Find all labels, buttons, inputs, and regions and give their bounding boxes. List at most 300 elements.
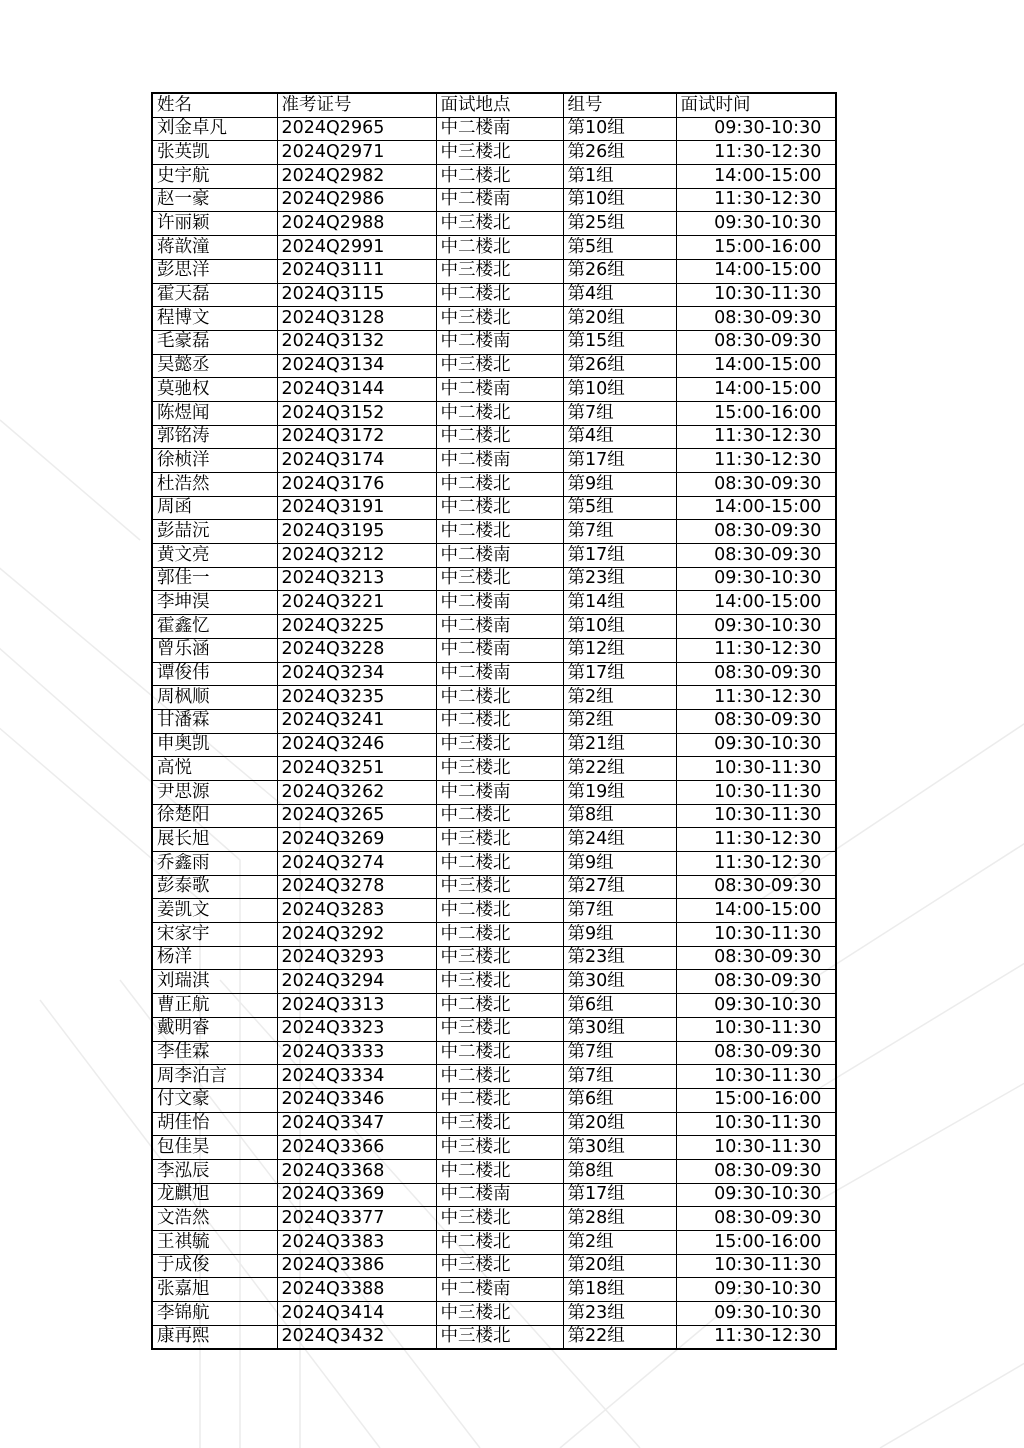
- location-cell: 中三楼北: [436, 259, 563, 283]
- group-cell: 第1组: [563, 165, 676, 189]
- interview-schedule-table: [151, 92, 837, 1350]
- exam-id-cell: 2024Q3334: [277, 1065, 436, 1089]
- table-row: [152, 283, 836, 307]
- location-cell: 中三楼北: [436, 946, 563, 970]
- column-header: 姓名: [152, 93, 277, 117]
- time-cell: 11:30-12:30: [676, 828, 836, 852]
- location-cell: 中三楼北: [436, 141, 563, 165]
- name-cell: 李坤淏: [152, 591, 277, 615]
- time-cell: 08:30-09:30: [676, 520, 836, 544]
- exam-id-cell: 2024Q3144: [277, 378, 436, 402]
- table-row: [152, 804, 836, 828]
- location-cell: 中二楼南: [436, 544, 563, 568]
- exam-id-cell: 2024Q3278: [277, 875, 436, 899]
- name-cell: 彭喆沅: [152, 520, 277, 544]
- table-row: [152, 828, 836, 852]
- name-cell: 姜凯文: [152, 899, 277, 923]
- location-cell: 中二楼北: [436, 1088, 563, 1112]
- location-cell: 中二楼南: [436, 615, 563, 639]
- exam-id-cell: 2024Q2988: [277, 212, 436, 236]
- table-row: [152, 638, 836, 662]
- name-cell: 甘潘霖: [152, 709, 277, 733]
- table-row: [152, 757, 836, 781]
- exam-id-cell: 2024Q3323: [277, 1017, 436, 1041]
- time-cell: 11:30-12:30: [676, 449, 836, 473]
- group-cell: 第5组: [563, 496, 676, 520]
- group-cell: 第17组: [563, 1183, 676, 1207]
- time-cell: 10:30-11:30: [676, 1136, 836, 1160]
- exam-id-cell: 2024Q3333: [277, 1041, 436, 1065]
- time-cell: 15:00-16:00: [676, 1231, 836, 1255]
- name-cell: 展长旭: [152, 828, 277, 852]
- time-cell: 14:00-15:00: [676, 165, 836, 189]
- table-row: [152, 1065, 836, 1089]
- location-cell: 中二楼北: [436, 401, 563, 425]
- group-cell: 第18组: [563, 1278, 676, 1302]
- name-cell: 康再熙: [152, 1325, 277, 1349]
- time-cell: 08:30-09:30: [676, 544, 836, 568]
- table-row: [152, 449, 836, 473]
- location-cell: 中二楼北: [436, 852, 563, 876]
- group-cell: 第20组: [563, 1254, 676, 1278]
- time-cell: 10:30-11:30: [676, 757, 836, 781]
- group-cell: 第10组: [563, 117, 676, 141]
- exam-id-cell: 2024Q3241: [277, 709, 436, 733]
- table-row: [152, 425, 836, 449]
- location-cell: 中三楼北: [436, 354, 563, 378]
- location-cell: 中二楼北: [436, 1159, 563, 1183]
- name-cell: 李佳霖: [152, 1041, 277, 1065]
- name-cell: 尹思源: [152, 780, 277, 804]
- time-cell: 14:00-15:00: [676, 899, 836, 923]
- name-cell: 郭铭涛: [152, 425, 277, 449]
- table-row: [152, 615, 836, 639]
- location-cell: 中二楼北: [436, 899, 563, 923]
- name-cell: 黄文亮: [152, 544, 277, 568]
- time-cell: 09:30-10:30: [676, 212, 836, 236]
- table-row: [152, 733, 836, 757]
- table-row: [152, 378, 836, 402]
- table-row: [152, 1254, 836, 1278]
- location-cell: 中二楼北: [436, 473, 563, 497]
- group-cell: 第9组: [563, 473, 676, 497]
- name-cell: 刘瑞淇: [152, 970, 277, 994]
- name-cell: 霍鑫忆: [152, 615, 277, 639]
- location-cell: 中二楼北: [436, 425, 563, 449]
- location-cell: 中三楼北: [436, 212, 563, 236]
- location-cell: 中二楼北: [436, 686, 563, 710]
- location-cell: 中二楼北: [436, 1065, 563, 1089]
- time-cell: 08:30-09:30: [676, 709, 836, 733]
- group-cell: 第7组: [563, 1065, 676, 1089]
- time-cell: 08:30-09:30: [676, 946, 836, 970]
- group-cell: 第17组: [563, 662, 676, 686]
- group-cell: 第7组: [563, 520, 676, 544]
- name-cell: 胡佳怡: [152, 1112, 277, 1136]
- location-cell: 中二楼北: [436, 165, 563, 189]
- time-cell: 09:30-10:30: [676, 733, 836, 757]
- time-cell: 08:30-09:30: [676, 662, 836, 686]
- exam-id-cell: 2024Q3366: [277, 1136, 436, 1160]
- time-cell: 08:30-09:30: [676, 1207, 836, 1231]
- time-cell: 15:00-16:00: [676, 401, 836, 425]
- table-row: [152, 1302, 836, 1326]
- table-row: [152, 780, 836, 804]
- table-row: [152, 1278, 836, 1302]
- exam-id-cell: 2024Q3346: [277, 1088, 436, 1112]
- group-cell: 第20组: [563, 307, 676, 331]
- location-cell: 中三楼北: [436, 828, 563, 852]
- location-cell: 中二楼北: [436, 709, 563, 733]
- group-cell: 第20组: [563, 1112, 676, 1136]
- exam-id-cell: 2024Q2982: [277, 165, 436, 189]
- location-cell: 中二楼南: [436, 591, 563, 615]
- location-cell: 中三楼北: [436, 1136, 563, 1160]
- table-row: [152, 1183, 836, 1207]
- location-cell: 中二楼南: [436, 662, 563, 686]
- group-cell: 第10组: [563, 615, 676, 639]
- group-cell: 第28组: [563, 1207, 676, 1231]
- column-header: 组号: [563, 93, 676, 117]
- name-cell: 李锦航: [152, 1302, 277, 1326]
- table-row: [152, 236, 836, 260]
- group-cell: 第23组: [563, 1302, 676, 1326]
- name-cell: 程博文: [152, 307, 277, 331]
- name-cell: 毛豪磊: [152, 330, 277, 354]
- exam-id-cell: 2024Q3377: [277, 1207, 436, 1231]
- group-cell: 第15组: [563, 330, 676, 354]
- exam-id-cell: 2024Q3172: [277, 425, 436, 449]
- table-row: [152, 1325, 836, 1349]
- name-cell: 史宇航: [152, 165, 277, 189]
- name-cell: 曾乐涵: [152, 638, 277, 662]
- table-row: [152, 1041, 836, 1065]
- time-cell: 10:30-11:30: [676, 283, 836, 307]
- time-cell: 10:30-11:30: [676, 1017, 836, 1041]
- time-cell: 09:30-10:30: [676, 1278, 836, 1302]
- name-cell: 戴明睿: [152, 1017, 277, 1041]
- time-cell: 14:00-15:00: [676, 496, 836, 520]
- location-cell: 中二楼南: [436, 449, 563, 473]
- location-cell: 中二楼南: [436, 330, 563, 354]
- column-header: 面试地点: [436, 93, 563, 117]
- table-row: [152, 567, 836, 591]
- time-cell: 11:30-12:30: [676, 852, 836, 876]
- time-cell: 08:30-09:30: [676, 970, 836, 994]
- time-cell: 10:30-11:30: [676, 1112, 836, 1136]
- group-cell: 第8组: [563, 804, 676, 828]
- time-cell: 08:30-09:30: [676, 330, 836, 354]
- table-row: [152, 354, 836, 378]
- location-cell: 中二楼南: [436, 1183, 563, 1207]
- group-cell: 第10组: [563, 378, 676, 402]
- group-cell: 第7组: [563, 899, 676, 923]
- name-cell: 彭泰歌: [152, 875, 277, 899]
- location-cell: 中三楼北: [436, 307, 563, 331]
- time-cell: 15:00-16:00: [676, 1088, 836, 1112]
- time-cell: 09:30-10:30: [676, 994, 836, 1018]
- table-row: [152, 1017, 836, 1041]
- name-cell: 赵一豪: [152, 188, 277, 212]
- name-cell: 徐楚阳: [152, 804, 277, 828]
- name-cell: 徐桢洋: [152, 449, 277, 473]
- location-cell: 中三楼北: [436, 1254, 563, 1278]
- exam-id-cell: 2024Q3388: [277, 1278, 436, 1302]
- location-cell: 中二楼北: [436, 496, 563, 520]
- group-cell: 第2组: [563, 709, 676, 733]
- exam-id-cell: 2024Q3383: [277, 1231, 436, 1255]
- name-cell: 蒋歆潼: [152, 236, 277, 260]
- location-cell: 中三楼北: [436, 1017, 563, 1041]
- group-cell: 第12组: [563, 638, 676, 662]
- location-cell: 中二楼南: [436, 638, 563, 662]
- name-cell: 付文豪: [152, 1088, 277, 1112]
- time-cell: 14:00-15:00: [676, 378, 836, 402]
- exam-id-cell: 2024Q3313: [277, 994, 436, 1018]
- name-cell: 曹正航: [152, 994, 277, 1018]
- location-cell: 中二楼北: [436, 1231, 563, 1255]
- exam-id-cell: 2024Q2991: [277, 236, 436, 260]
- exam-id-cell: 2024Q3262: [277, 780, 436, 804]
- table-row: [152, 1136, 836, 1160]
- location-cell: 中三楼北: [436, 757, 563, 781]
- name-cell: 霍天磊: [152, 283, 277, 307]
- group-cell: 第17组: [563, 449, 676, 473]
- name-cell: 杨洋: [152, 946, 277, 970]
- table-row: [152, 520, 836, 544]
- table-row: [152, 117, 836, 141]
- exam-id-cell: 2024Q3414: [277, 1302, 436, 1326]
- group-cell: 第30组: [563, 1136, 676, 1160]
- name-cell: 杜浩然: [152, 473, 277, 497]
- exam-id-cell: 2024Q3132: [277, 330, 436, 354]
- location-cell: 中二楼南: [436, 780, 563, 804]
- table-row: [152, 591, 836, 615]
- time-cell: 14:00-15:00: [676, 591, 836, 615]
- time-cell: 11:30-12:30: [676, 686, 836, 710]
- group-cell: 第6组: [563, 1088, 676, 1112]
- exam-id-cell: 2024Q3292: [277, 923, 436, 947]
- group-cell: 第26组: [563, 354, 676, 378]
- name-cell: 莫驰权: [152, 378, 277, 402]
- table-row: [152, 899, 836, 923]
- time-cell: 14:00-15:00: [676, 354, 836, 378]
- exam-id-cell: 2024Q3246: [277, 733, 436, 757]
- location-cell: 中二楼北: [436, 994, 563, 1018]
- location-cell: 中二楼北: [436, 236, 563, 260]
- exam-id-cell: 2024Q3368: [277, 1159, 436, 1183]
- table-row: [152, 473, 836, 497]
- table-row: [152, 852, 836, 876]
- table-row: [152, 544, 836, 568]
- time-cell: 09:30-10:30: [676, 117, 836, 141]
- exam-id-cell: 2024Q3195: [277, 520, 436, 544]
- time-cell: 11:30-12:30: [676, 638, 836, 662]
- group-cell: 第4组: [563, 425, 676, 449]
- exam-id-cell: 2024Q3347: [277, 1112, 436, 1136]
- time-cell: 09:30-10:30: [676, 615, 836, 639]
- location-cell: 中二楼南: [436, 1278, 563, 1302]
- group-cell: 第23组: [563, 567, 676, 591]
- name-cell: 周函: [152, 496, 277, 520]
- time-cell: 11:30-12:30: [676, 425, 836, 449]
- location-cell: 中三楼北: [436, 1302, 563, 1326]
- column-header: 准考证号: [277, 93, 436, 117]
- table-row: [152, 946, 836, 970]
- exam-id-cell: 2024Q3251: [277, 757, 436, 781]
- table-row: [152, 496, 836, 520]
- time-cell: 11:30-12:30: [676, 141, 836, 165]
- group-cell: 第7组: [563, 1041, 676, 1065]
- name-cell: 许丽颖: [152, 212, 277, 236]
- time-cell: 09:30-10:30: [676, 567, 836, 591]
- table-row: [152, 923, 836, 947]
- name-cell: 包佳昊: [152, 1136, 277, 1160]
- time-cell: 08:30-09:30: [676, 1041, 836, 1065]
- name-cell: 宋家宇: [152, 923, 277, 947]
- time-cell: 10:30-11:30: [676, 804, 836, 828]
- table-row: [152, 1207, 836, 1231]
- exam-id-cell: 2024Q3134: [277, 354, 436, 378]
- location-cell: 中二楼北: [436, 923, 563, 947]
- time-cell: 10:30-11:30: [676, 1065, 836, 1089]
- group-cell: 第19组: [563, 780, 676, 804]
- name-cell: 李泓辰: [152, 1159, 277, 1183]
- time-cell: 15:00-16:00: [676, 236, 836, 260]
- name-cell: 吴懿丞: [152, 354, 277, 378]
- exam-id-cell: 2024Q3152: [277, 401, 436, 425]
- table-row: [152, 686, 836, 710]
- exam-id-cell: 2024Q3293: [277, 946, 436, 970]
- location-cell: 中三楼北: [436, 1207, 563, 1231]
- table-row: [152, 1159, 836, 1183]
- exam-id-cell: 2024Q2971: [277, 141, 436, 165]
- time-cell: 08:30-09:30: [676, 473, 836, 497]
- name-cell: 王祺毓: [152, 1231, 277, 1255]
- group-cell: 第30组: [563, 1017, 676, 1041]
- group-cell: 第23组: [563, 946, 676, 970]
- group-cell: 第8组: [563, 1159, 676, 1183]
- exam-id-cell: 2024Q2986: [277, 188, 436, 212]
- group-cell: 第5组: [563, 236, 676, 260]
- exam-id-cell: 2024Q3432: [277, 1325, 436, 1349]
- time-cell: 11:30-12:30: [676, 1325, 836, 1349]
- table-row: [152, 662, 836, 686]
- exam-id-cell: 2024Q3176: [277, 473, 436, 497]
- exam-id-cell: 2024Q3228: [277, 638, 436, 662]
- time-cell: 08:30-09:30: [676, 1159, 836, 1183]
- group-cell: 第14组: [563, 591, 676, 615]
- location-cell: 中三楼北: [436, 970, 563, 994]
- location-cell: 中三楼北: [436, 875, 563, 899]
- time-cell: 10:30-11:30: [676, 780, 836, 804]
- group-cell: 第26组: [563, 141, 676, 165]
- table-row: [152, 1112, 836, 1136]
- group-cell: 第22组: [563, 757, 676, 781]
- group-cell: 第10组: [563, 188, 676, 212]
- exam-id-cell: 2024Q3269: [277, 828, 436, 852]
- group-cell: 第7组: [563, 401, 676, 425]
- group-cell: 第25组: [563, 212, 676, 236]
- group-cell: 第6组: [563, 994, 676, 1018]
- table-row: [152, 1088, 836, 1112]
- table-row: [152, 970, 836, 994]
- table-row: [152, 709, 836, 733]
- name-cell: 彭思洋: [152, 259, 277, 283]
- name-cell: 陈煜闻: [152, 401, 277, 425]
- location-cell: 中三楼北: [436, 1325, 563, 1349]
- exam-id-cell: 2024Q3235: [277, 686, 436, 710]
- exam-id-cell: 2024Q3191: [277, 496, 436, 520]
- group-cell: 第9组: [563, 852, 676, 876]
- time-cell: 14:00-15:00: [676, 259, 836, 283]
- exam-id-cell: 2024Q3221: [277, 591, 436, 615]
- group-cell: 第30组: [563, 970, 676, 994]
- time-cell: 08:30-09:30: [676, 875, 836, 899]
- location-cell: 中三楼北: [436, 567, 563, 591]
- location-cell: 中三楼北: [436, 733, 563, 757]
- name-cell: 申奥凯: [152, 733, 277, 757]
- table-row: [152, 994, 836, 1018]
- name-cell: 龙麒旭: [152, 1183, 277, 1207]
- time-cell: 10:30-11:30: [676, 1254, 836, 1278]
- location-cell: 中三楼北: [436, 1112, 563, 1136]
- time-cell: 10:30-11:30: [676, 923, 836, 947]
- group-cell: 第2组: [563, 1231, 676, 1255]
- exam-id-cell: 2024Q3213: [277, 567, 436, 591]
- group-cell: 第9组: [563, 923, 676, 947]
- location-cell: 中二楼北: [436, 1041, 563, 1065]
- table-row: [152, 212, 836, 236]
- table-row: [152, 1231, 836, 1255]
- time-cell: 11:30-12:30: [676, 188, 836, 212]
- table-row: [152, 165, 836, 189]
- name-cell: 文浩然: [152, 1207, 277, 1231]
- group-cell: 第22组: [563, 1325, 676, 1349]
- exam-id-cell: 2024Q3111: [277, 259, 436, 283]
- exam-id-cell: 2024Q3294: [277, 970, 436, 994]
- table-row: [152, 188, 836, 212]
- exam-id-cell: 2024Q3369: [277, 1183, 436, 1207]
- header-row: [152, 93, 836, 117]
- time-cell: 09:30-10:30: [676, 1183, 836, 1207]
- exam-id-cell: 2024Q3265: [277, 804, 436, 828]
- name-cell: 谭俊伟: [152, 662, 277, 686]
- location-cell: 中二楼北: [436, 804, 563, 828]
- group-cell: 第2组: [563, 686, 676, 710]
- group-cell: 第26组: [563, 259, 676, 283]
- group-cell: 第17组: [563, 544, 676, 568]
- location-cell: 中二楼南: [436, 188, 563, 212]
- exam-id-cell: 2024Q3274: [277, 852, 436, 876]
- location-cell: 中二楼南: [436, 378, 563, 402]
- table-row: [152, 259, 836, 283]
- table-row: [152, 875, 836, 899]
- table-row: [152, 401, 836, 425]
- name-cell: 周枫顺: [152, 686, 277, 710]
- name-cell: 刘金卓凡: [152, 117, 277, 141]
- exam-id-cell: 2024Q3283: [277, 899, 436, 923]
- name-cell: 乔鑫雨: [152, 852, 277, 876]
- exam-id-cell: 2024Q3212: [277, 544, 436, 568]
- exam-id-cell: 2024Q3234: [277, 662, 436, 686]
- time-cell: 08:30-09:30: [676, 307, 836, 331]
- name-cell: 高悦: [152, 757, 277, 781]
- table-row: [152, 330, 836, 354]
- name-cell: 于成俊: [152, 1254, 277, 1278]
- location-cell: 中二楼北: [436, 520, 563, 544]
- exam-id-cell: 2024Q3115: [277, 283, 436, 307]
